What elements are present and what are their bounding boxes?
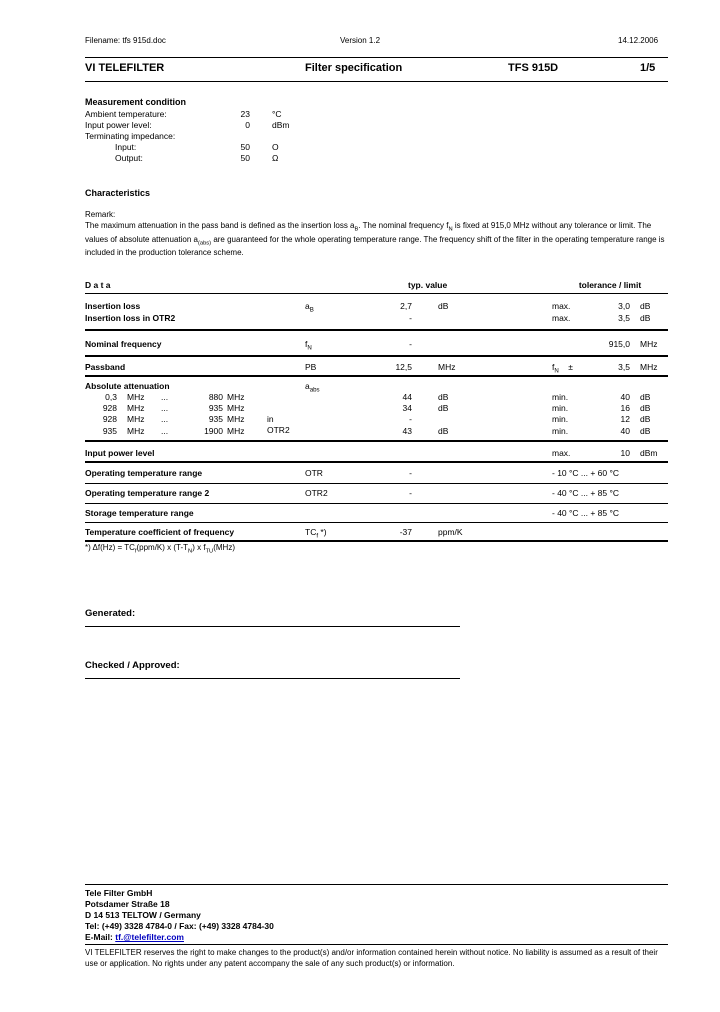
company-name: Tele Filter GmbH	[85, 888, 153, 898]
horizontal-rule	[85, 57, 668, 58]
company-street: Potsdamer Straße 18	[85, 899, 170, 909]
limit-qualifier: max.	[552, 313, 571, 323]
specification-table	[85, 278, 668, 542]
freq-to: 1900	[204, 426, 223, 436]
row-label: Storage temperature range	[85, 508, 194, 518]
range-note	[263, 403, 295, 414]
freq-to: 935	[208, 403, 223, 413]
freq-to-unit: MHz	[227, 426, 245, 436]
legal-disclaimer: VI TELEFILTER reserves the right to make changes to the product(s) and/or information contained herein without notice. No liability is assumed as a result of their use or application. No rights under any patent accompany the sale of any such product(s) or information.	[85, 948, 658, 968]
freq-from: 928	[102, 403, 117, 413]
horizontal-rule	[85, 884, 668, 885]
frequency-range	[85, 425, 295, 437]
limit-value: 40	[620, 426, 630, 436]
range-dots: ...	[161, 426, 169, 436]
meta-version: Version 1.2	[340, 36, 381, 45]
typ-value: -	[409, 313, 412, 323]
company-city: D 14 513 TELTOW / Germany	[85, 910, 201, 920]
footnote-formula: *) $\Delta f(Hz) = TC_f(ppm/K)$ x $(T-T_N)$ x $f_{TU}(MHz)$	[85, 543, 235, 555]
measurement-row	[85, 142, 668, 153]
part-number: TFS 915D	[508, 62, 559, 74]
temperature-range: - 40 °C ... + 85 °C	[552, 508, 620, 518]
generated-signature-line	[85, 626, 460, 627]
freq-to: 935	[208, 414, 223, 424]
table-row-insertion-loss	[85, 300, 668, 312]
table-row-insertion-loss-otr2	[85, 312, 668, 325]
limit-unit: dB	[640, 313, 651, 323]
typ-unit: MHz	[438, 362, 456, 372]
limit-unit: dB	[640, 414, 651, 424]
typ-value: -	[409, 414, 412, 424]
measurement-label: Ambient temperature:	[85, 109, 167, 119]
limit-qualifier: max.	[552, 301, 571, 311]
email-line	[85, 932, 668, 943]
measurement-row	[85, 153, 668, 164]
temperature-range: - 10 °C ... + 60 °C	[552, 468, 620, 478]
typ-unit	[412, 312, 552, 325]
limit-unit	[630, 526, 668, 543]
measurement-row	[85, 120, 668, 131]
range-note	[263, 392, 295, 403]
email-link[interactable]: tf.@telefilter.com	[115, 932, 184, 942]
row-symbol: OTR2	[305, 488, 328, 498]
limit-value: 10	[620, 448, 630, 458]
row-label: Temperature coefficient of frequency	[85, 527, 235, 537]
row-symbol	[295, 507, 380, 519]
document-header	[85, 62, 668, 74]
freq-from-unit: MHz	[127, 414, 145, 424]
typ-value: 44	[402, 392, 412, 402]
checked-approved-label: Checked / Approved:	[85, 660, 180, 671]
measurement-value	[215, 131, 250, 142]
limit-qualifier: min.	[552, 392, 569, 402]
limit-value	[596, 526, 630, 543]
section-divider	[85, 329, 668, 331]
freq-from-unit: MHz	[127, 392, 145, 402]
freq-to-unit: MHz	[227, 392, 245, 402]
limit-unit: dB	[640, 426, 651, 436]
table-header-row	[85, 278, 668, 294]
row-symbol: PB	[305, 362, 317, 372]
typ-value: -	[409, 339, 412, 349]
row-symbol: $a_{abs}$	[305, 381, 320, 394]
typ-unit: ppm/K	[438, 527, 463, 537]
typ-value: -37	[399, 527, 412, 537]
freq-from: 935	[102, 426, 117, 436]
table-row-storage	[85, 507, 668, 519]
table-header-data: D a t a	[85, 280, 111, 290]
measurement-label: Terminating impedance:	[85, 131, 176, 141]
row-divider	[85, 522, 668, 523]
section-heading-measurement: Measurement condition	[85, 97, 187, 107]
limit-value: 3,5	[618, 313, 630, 323]
document-title: Filter specification	[305, 62, 403, 74]
typ-unit: dB	[438, 392, 449, 402]
typ-value	[380, 447, 412, 460]
limit-unit: dB	[640, 301, 651, 311]
typ-unit	[412, 447, 552, 460]
typ-value: -	[409, 468, 412, 478]
limit-unit: MHz	[640, 362, 658, 372]
temperature-range: - 40 °C ... + 85 °C	[552, 488, 620, 498]
limit-qualifier	[552, 338, 596, 355]
freq-from-unit: MHz	[127, 426, 145, 436]
row-divider	[85, 503, 668, 504]
measurement-value: 50	[240, 142, 250, 152]
section-heading-characteristics: Characteristics	[85, 188, 151, 198]
table-row-attenuation-band-1	[85, 392, 668, 403]
measurement-row	[85, 131, 668, 142]
row-label: Insertion loss	[85, 301, 141, 311]
row-label: Input power level	[85, 448, 155, 458]
table-header-typ-value: typ. value	[408, 280, 448, 290]
limit-value: 12	[620, 414, 630, 424]
row-divider	[85, 483, 668, 484]
typ-value	[380, 507, 412, 519]
freq-from: 0,3	[105, 392, 117, 402]
section-divider	[85, 461, 668, 463]
horizontal-rule	[85, 81, 668, 82]
footer-address-block	[85, 888, 668, 943]
table-header-tolerance: tolerance / limit	[578, 280, 642, 290]
horizontal-rule	[85, 944, 668, 945]
brand-logo: VI TELEFILTER	[85, 62, 165, 74]
table-row-tcf	[85, 526, 668, 539]
email-label: E-Mail:	[85, 932, 116, 942]
frequency-range	[85, 403, 295, 414]
freq-to: 880	[208, 392, 223, 402]
row-symbol: $a_B$	[305, 301, 314, 314]
row-label: Insertion loss in OTR2	[85, 313, 176, 323]
row-symbol	[295, 447, 380, 460]
measurement-value: 50	[240, 153, 250, 163]
range-note: in OTR2	[267, 414, 290, 435]
measurement-unit: dBm	[272, 120, 290, 130]
limit-value: 3,0	[618, 301, 630, 311]
frequency-range	[85, 392, 295, 403]
meta-date: 14.12.2006	[618, 36, 659, 45]
limit-value: 40	[620, 392, 630, 402]
measurement-row	[85, 109, 668, 120]
row-label: Absolute attenuation	[85, 381, 170, 391]
row-symbol: OTR	[305, 468, 323, 478]
freq-to-unit: MHz	[227, 403, 245, 413]
measurement-value: 0	[245, 120, 250, 130]
remark-label: Remark:	[85, 210, 116, 219]
typ-unit: dB	[438, 403, 449, 413]
measurement-conditions	[85, 109, 668, 164]
generated-label: Generated:	[85, 608, 136, 619]
limit-value: 3,5	[618, 362, 630, 372]
measurement-unit: °C	[272, 109, 282, 119]
table-row-nominal-frequency	[85, 338, 668, 351]
measurement-unit: O	[272, 142, 279, 152]
range-note	[263, 425, 295, 437]
table-row-attenuation-band-2	[85, 403, 668, 414]
table-row-otr2	[85, 487, 668, 500]
remark-paragraph: The maximum attenuation in the pass band is defined as the insertion loss $a_B$. The nominal frequency $f_N$ is fixed at 915,0 MHz without any tolerance or limit. The values of absolute attenuation $a_{(abs)}$ are guaranteed for the whole operating temperature range. The frequency shift of the filter in the operating temperature range is included in the production tolerance scheme.	[85, 221, 665, 258]
table-row-attenuation-band-4	[85, 425, 668, 437]
table-row-input-power	[85, 447, 668, 460]
range-dots: ...	[161, 403, 169, 413]
page-number: 1/5	[640, 62, 656, 74]
limit-unit: MHz	[640, 339, 658, 349]
limit-qualifier	[552, 526, 596, 543]
limit-value: 16	[620, 403, 630, 413]
table-row-otr	[85, 467, 668, 480]
typ-value: 2,7	[400, 301, 412, 311]
measurement-unit	[250, 131, 330, 142]
typ-value: 34	[402, 403, 412, 413]
row-label: Nominal frequency	[85, 339, 162, 349]
measurement-label: Input power level:	[85, 120, 152, 130]
typ-unit: dB	[438, 426, 449, 436]
row-label: Passband	[85, 362, 126, 372]
range-dots: ...	[161, 414, 169, 424]
checked-signature-line	[85, 678, 460, 679]
limit-unit: dB	[640, 392, 651, 402]
section-divider	[85, 355, 668, 357]
typ-value: 43	[402, 426, 412, 436]
meta-row	[85, 36, 668, 45]
limit-qualifier: max.	[552, 448, 571, 458]
limit-qualifier: min.	[552, 403, 569, 413]
row-symbol: $f_N$	[305, 339, 312, 352]
meta-filename: Filename: tfs 915d.doc	[85, 36, 166, 45]
table-row-passband	[85, 361, 668, 374]
measurement-value: 23	[240, 109, 250, 119]
section-divider	[85, 440, 668, 442]
row-label: Operating temperature range	[85, 468, 203, 478]
freq-to-unit: MHz	[227, 414, 245, 424]
range-dots: ...	[161, 392, 169, 402]
measurement-unit: Ω	[272, 153, 279, 163]
table-row-absolute-attenuation	[85, 380, 668, 392]
company-phone: Tel: (+49) 3328 4784-0 / Fax: (+49) 3328 4784-30	[85, 921, 274, 931]
typ-value: 12,5	[395, 362, 412, 372]
limit-qualifier: min.	[552, 414, 569, 424]
limit-unit: dB	[640, 403, 651, 413]
row-symbol	[295, 312, 380, 325]
freq-from-unit: MHz	[127, 403, 145, 413]
typ-unit: dB	[438, 301, 449, 311]
row-symbol: $TC_f$ *)	[305, 527, 327, 540]
row-label: Operating temperature range 2	[85, 488, 210, 498]
limit-qualifier: $f_N$ ±	[552, 362, 573, 375]
measurement-label: Input:	[115, 142, 137, 152]
freq-from: 928	[102, 414, 117, 424]
typ-value: -	[409, 488, 412, 498]
limit-unit: dBm	[640, 448, 658, 458]
limit-qualifier: min.	[552, 426, 569, 436]
typ-unit	[412, 338, 552, 355]
limit-value: 915,0	[608, 339, 630, 349]
measurement-label: Output:	[115, 153, 143, 163]
